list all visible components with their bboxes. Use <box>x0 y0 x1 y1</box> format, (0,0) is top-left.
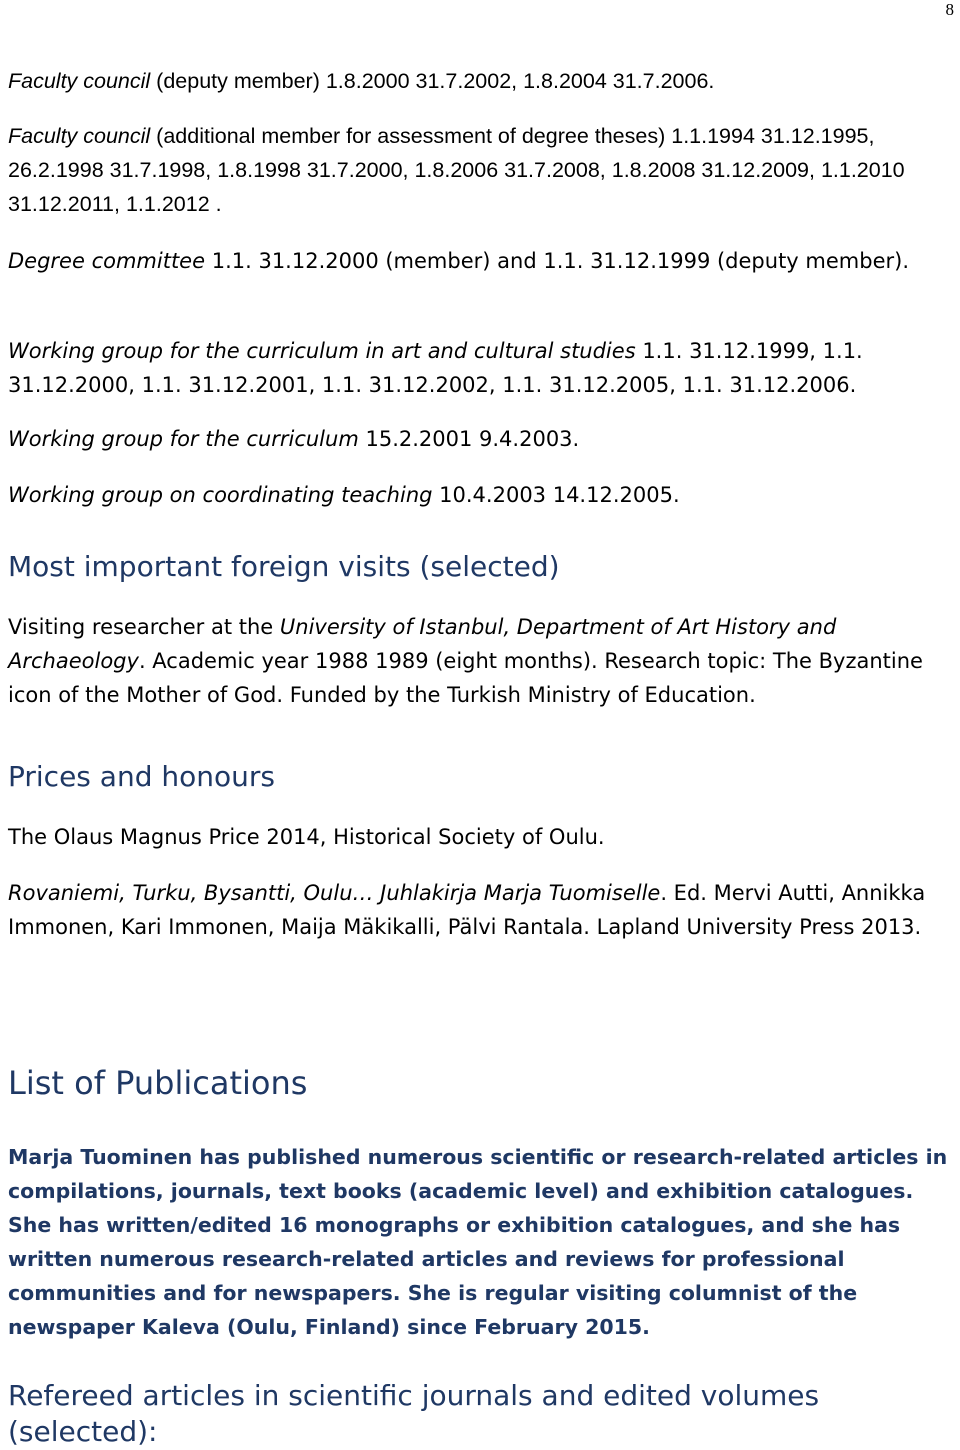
committee-entry <box>8 119 953 221</box>
committee-details: 1.1. 31.12.1999, 1.1. 31.12.2000, 1.1. 31.12.2001, 1.1. 31.12.2002, 1.1. 31.12.2005, 1.1. 31.12.2006. <box>8 339 863 397</box>
committee-title: Working group for the curriculum in art and cultural studies <box>8 339 636 363</box>
honour-book <box>8 876 953 944</box>
section-heading-honours: Prices and honours <box>8 760 275 793</box>
honour-price: The Olaus Magnus Price 2014, Historical Society of Oulu. <box>8 825 605 849</box>
committee-title: Faculty council <box>8 124 151 148</box>
committee-details: 1.1. 31.12.2000 (member) and 1.1. 31.12.1999 (deputy member). <box>205 249 909 273</box>
visits-paragraph <box>8 610 953 712</box>
committee-details: 15.2.2001 9.4.2003. <box>358 427 580 451</box>
visits-text: Visiting researcher at the <box>8 615 280 639</box>
visits-institution: University of Istanbul, Department of Art History and Archaeology <box>8 615 837 673</box>
book-details: . Ed. Mervi Autti, Annikka Immonen, Kari Immonen, Maija Mäkikalli, Pälvi Rantala. Lapland University Press 2013. <box>8 881 926 939</box>
committee-entry <box>8 422 953 456</box>
committee-title: Working group on coordinating teaching <box>8 483 433 507</box>
committee-entry <box>8 64 953 98</box>
visits-text-rest: . Academic year 1988 1989 (eight months). Research topic: The Byzantine icon of the Mother of God. Funded by the Turkish Ministry of Education. <box>8 649 923 707</box>
committee-title: Working group for the curriculum <box>8 427 359 451</box>
section-heading-visits: Most important foreign visits (selected) <box>8 550 560 583</box>
committee-entry <box>8 334 953 402</box>
page-number: 8 <box>945 0 954 19</box>
section-heading-refereed: Refereed articles in scientific journals and edited volumes (selected): <box>8 1379 820 1448</box>
committee-details: (additional member for assessment of degree theses) 1.1.1994 31.12.1995, 26.2.1998 31.7.1998, 1.8.1998 31.7.2000, 1.8.2006 31.7.2008, 1.8.2008 31.12.2009, 1.1.2010 31.12.2011, 1.1.2012 . <box>8 124 905 216</box>
publications-summary: Marja Tuominen has published numerous scientific or research-related articles in compilations, journals, text books (academic level) and exhibition catalogues. She has written/edited 16 monographs or exhibition catalogues, and she has written numerous research-related articles and reviews for professional communities and for newspapers. She is regular visiting columnist of the newspaper Kaleva (Oulu, Finland) since February 2015. <box>8 1145 948 1339</box>
committee-details: 10.4.2003 14.12.2005. <box>432 483 680 507</box>
section-heading-publications: List of Publications <box>8 1064 308 1102</box>
committee-entry <box>8 478 953 512</box>
committee-title: Degree committee <box>8 249 206 273</box>
committee-details: (deputy member) 1.8.2000 31.7.2002, 1.8.2004 31.7.2006. <box>150 69 715 93</box>
committee-title: Faculty council <box>8 69 151 93</box>
committee-entry <box>8 244 953 278</box>
book-title: Rovaniemi, Turku, Bysantti, Oulu… Juhlakirja Marja Tuomiselle <box>8 881 661 905</box>
